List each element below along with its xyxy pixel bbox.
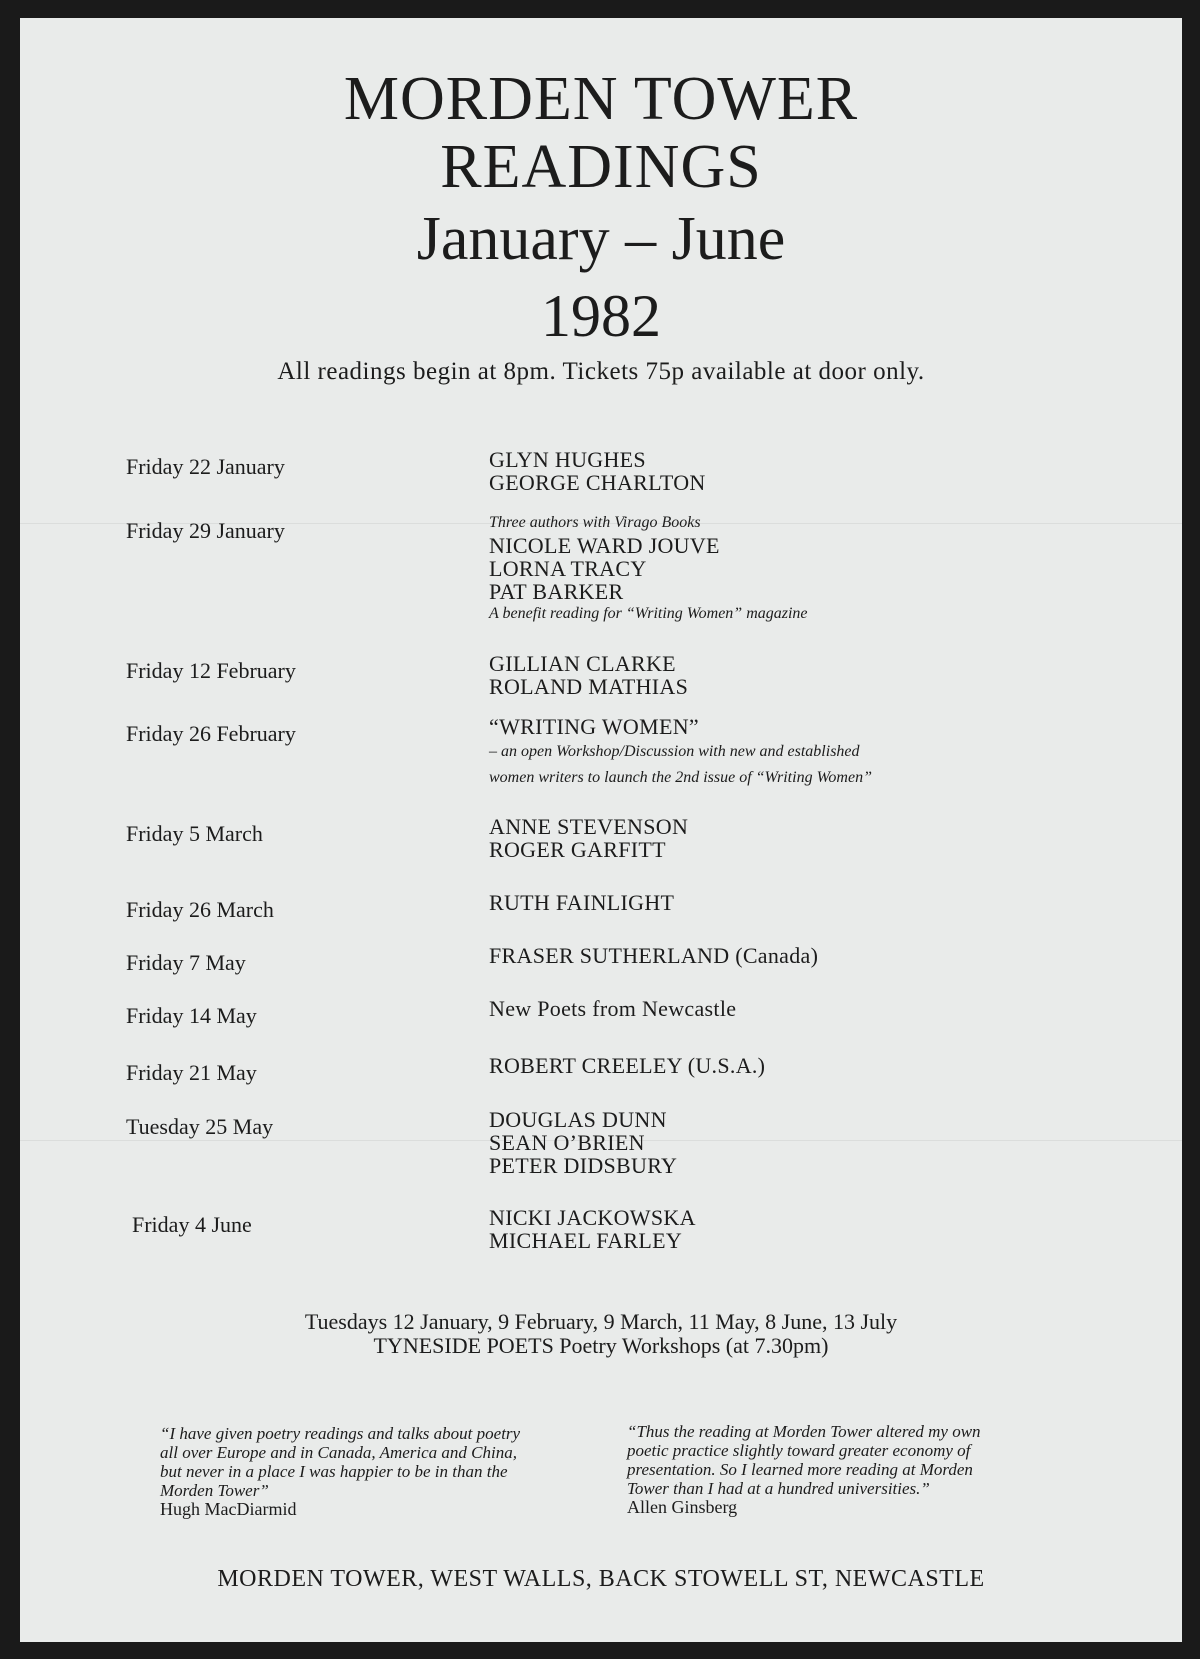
entry-date: Friday 12 February <box>126 658 296 683</box>
quote-line: but never in a place I was happier to be in than the <box>160 1462 508 1481</box>
reader-name: New Poets from Newcastle <box>489 996 737 1021</box>
reader-name: PETER DIDSBURY <box>489 1153 678 1178</box>
reader-name: GLYN HUGHES <box>489 447 646 472</box>
entry-readers <box>489 1054 1169 1077</box>
workshop-title: TYNESIDE POETS Poetry Workshops (at 7.30pm) <box>373 1333 829 1358</box>
entry-readers <box>489 944 1169 967</box>
reader-name: NICOLE WARD JOUVE <box>489 533 720 558</box>
reader-name: ROBERT CREELEY (U.S.A.) <box>489 1053 766 1078</box>
reader-name: RUTH FAINLIGHT <box>489 890 675 915</box>
quote-author: Allen Ginsberg <box>627 1497 738 1517</box>
reader-name: SEAN O’BRIEN <box>489 1130 645 1155</box>
quote-line: “Thus the reading at Morden Tower altered my own <box>627 1422 981 1441</box>
entry-readers <box>489 815 1169 861</box>
reader-name: GILLIAN CLARKE <box>489 651 676 676</box>
title-line-2: READINGS <box>440 133 762 201</box>
reader-name: ANNE STEVENSON <box>489 814 689 839</box>
entry-readers <box>489 1206 1169 1252</box>
entry-date: Friday 26 March <box>126 897 274 922</box>
reader-name: “WRITING WOMEN” <box>489 714 699 739</box>
reader-name: MICHAEL FARLEY <box>489 1228 683 1253</box>
reader-name: GEORGE CHARLTON <box>489 470 706 495</box>
reader-name: NICKI JACKOWSKA <box>489 1205 696 1230</box>
entry-readers <box>489 512 1169 625</box>
entry-readers <box>489 652 1169 698</box>
quote-line: poetic practice slightly toward greater economy of <box>627 1441 971 1460</box>
entry-date: Friday 26 February <box>126 721 296 746</box>
entry-date: Friday 21 May <box>126 1060 257 1085</box>
quote-ginsberg <box>627 1422 1047 1517</box>
entry-note: women writers to launch the 2nd issue of “Writing Women” <box>489 769 872 786</box>
workshops-block <box>20 1310 1182 1358</box>
ticket-info: All readings begin at 8pm. Tickets 75p available at door only. <box>277 358 925 385</box>
date-range: January – June <box>416 205 786 273</box>
quote-line: “I have given poetry readings and talks about poetry <box>160 1424 521 1443</box>
entry-date: Tuesday 25 May <box>126 1114 274 1139</box>
quote-author: Hugh MacDiarmid <box>160 1499 297 1519</box>
entry-date: Friday 7 May <box>126 950 246 975</box>
poster-sheet <box>20 18 1182 1642</box>
quote-line: presentation. So I learned more reading at Morden <box>627 1460 973 1479</box>
quote-line: Tower than I had at a hundred universities.” <box>627 1479 930 1498</box>
quote-line: all over Europe and in Canada, America and China, <box>160 1443 517 1462</box>
entry-readers <box>489 997 1169 1020</box>
year: 1982 <box>541 283 661 349</box>
reader-name: PAT BARKER <box>489 579 624 604</box>
entry-note: A benefit reading for “Writing Women” magazine <box>489 605 808 622</box>
entry-date: Friday 14 May <box>126 1003 257 1028</box>
entry-readers <box>489 448 1169 494</box>
entry-readers <box>489 891 1169 914</box>
reader-name: ROLAND MATHIAS <box>489 674 689 699</box>
entry-date: Friday 22 January <box>126 454 285 479</box>
quote-line: Morden Tower” <box>160 1481 269 1500</box>
reader-name: FRASER SUTHERLAND (Canada) <box>489 943 819 968</box>
reader-name: DOUGLAS DUNN <box>489 1107 667 1132</box>
title-line-1: MORDEN TOWER <box>343 65 859 133</box>
entry-readers <box>489 1108 1169 1177</box>
workshop-dates: Tuesdays 12 January, 9 February, 9 March, 11 May, 8 June, 13 July <box>304 1309 898 1334</box>
entry-note: Three authors with Virago Books <box>489 514 701 531</box>
entry-date: Friday 4 June <box>132 1212 252 1237</box>
reader-name: ROGER GARFITT <box>489 837 666 862</box>
entry-date: Friday 5 March <box>126 821 263 846</box>
entry-note: – an open Workshop/Discussion with new and established <box>489 743 860 760</box>
entry-readers <box>489 715 1169 789</box>
quote-macdiarmid <box>160 1424 580 1519</box>
entry-date: Friday 29 January <box>126 518 285 543</box>
reader-name: LORNA TRACY <box>489 556 647 581</box>
venue-address: MORDEN TOWER, WEST WALLS, BACK STOWELL ST, NEWCASTLE <box>217 1566 985 1592</box>
